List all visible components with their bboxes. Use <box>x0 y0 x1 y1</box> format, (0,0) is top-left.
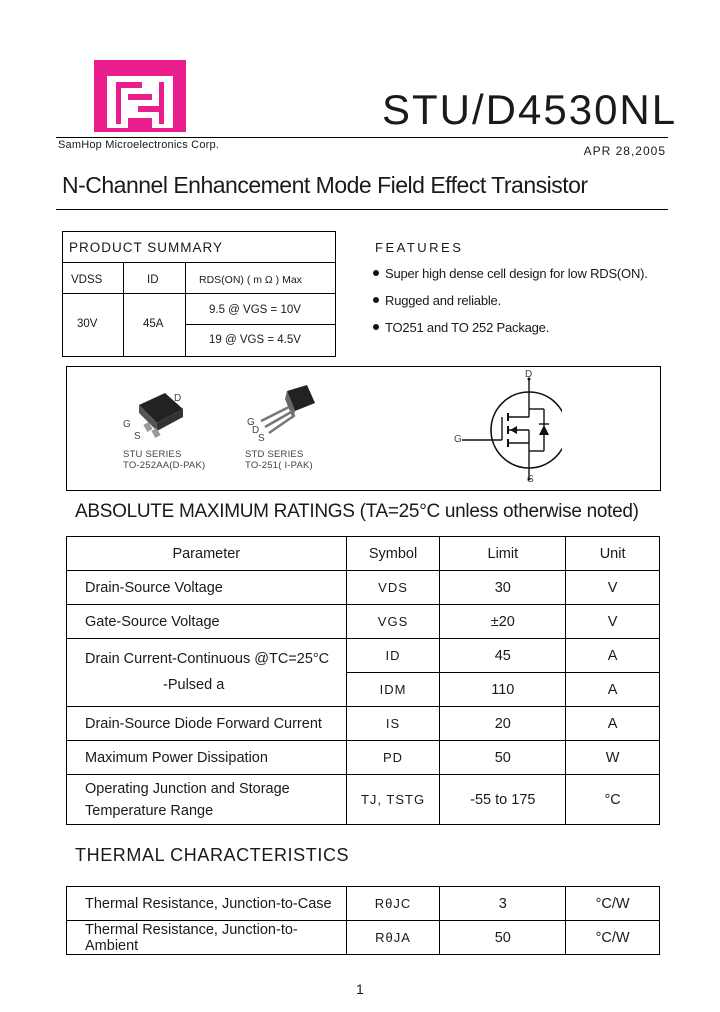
limit-cell: 50 <box>440 921 566 955</box>
unit-cell: °C <box>566 775 660 825</box>
rds-value-10v: 9.5 @ VGS = 10V <box>209 304 301 316</box>
unit-cell: A <box>566 639 660 673</box>
company-name: SamHop Microelectronics Corp. <box>58 139 220 151</box>
table-row <box>67 707 660 741</box>
row-divider <box>185 324 335 325</box>
feature-item <box>373 293 501 308</box>
product-summary-title: PRODUCT SUMMARY <box>69 240 224 255</box>
col-id: ID <box>147 274 159 286</box>
feature-item <box>373 320 549 335</box>
feature-item <box>373 266 648 281</box>
table-row <box>67 571 660 605</box>
limit-cell: 30 <box>440 571 566 605</box>
header-limit: Limit <box>440 537 566 571</box>
unit-cell: V <box>566 605 660 639</box>
param-cell: Maximum Power Dissipation <box>67 741 347 775</box>
symbol-cell: PD <box>346 741 440 775</box>
table-row <box>67 775 660 825</box>
header-unit: Unit <box>566 537 660 571</box>
dpak-pin-d: D <box>174 393 182 404</box>
company-logo <box>94 60 186 132</box>
title-rule <box>56 209 668 210</box>
header-rule <box>56 137 668 138</box>
ipak-pin-g: G <box>247 417 255 428</box>
vdss-value: 30V <box>77 318 98 330</box>
limit-cell: 110 <box>440 673 566 707</box>
product-summary-table <box>62 231 336 357</box>
symbol-cell: VGS <box>346 605 440 639</box>
ipak-pin-s: S <box>258 433 265 444</box>
col-divider <box>185 262 186 356</box>
param-cell: Gate-Source Voltage <box>67 605 347 639</box>
symbol-pin-d: D <box>525 369 533 380</box>
page-number: 1 <box>356 981 364 997</box>
row-divider <box>63 262 335 263</box>
features-title: FEATURES <box>375 240 464 255</box>
table-row <box>67 887 660 921</box>
unit-cell: °C/W <box>566 887 660 921</box>
param-line: Operating Junction and Storage <box>85 780 290 797</box>
limit-cell: 3 <box>440 887 566 921</box>
limit-cell: 45 <box>440 639 566 673</box>
table-row <box>67 673 660 707</box>
symbol-cell: TJ, TSTG <box>346 775 440 825</box>
param-cell: -Pulsed a <box>67 673 347 707</box>
bullet-icon <box>373 270 379 276</box>
limit-cell: 50 <box>440 741 566 775</box>
limit-cell: 20 <box>440 707 566 741</box>
package-diagram-box <box>66 366 661 491</box>
id-value: 45A <box>143 318 164 330</box>
param-cell: Thermal Resistance, Junction-to-Case <box>67 887 347 921</box>
feature-text: TO251 and TO 252 Package. <box>385 320 550 335</box>
table-row <box>67 921 660 955</box>
param-cell: Drain Current-Continuous @TC=25°C <box>67 639 347 673</box>
feature-text: Rugged and reliable. <box>385 293 501 308</box>
col-vdss: VDSS <box>71 274 103 286</box>
ipak-pin-d: D <box>252 425 260 436</box>
dpak-pin-s: S <box>134 431 141 442</box>
thermal-title: THERMAL CHARACTERISTICS <box>75 845 350 865</box>
unit-cell: A <box>566 673 660 707</box>
param-cell: Drain-Source Diode Forward Current <box>67 707 347 741</box>
mosfet-symbol-icon <box>462 367 562 487</box>
symbol-pin-s: S <box>527 474 534 485</box>
symbol-cell: VDS <box>346 571 440 605</box>
limit-cell: -55 to 175 <box>440 775 566 825</box>
part-number: STU/D4530NL <box>382 86 678 133</box>
stu-series-label: STU SERIES <box>123 449 182 460</box>
symbol-cell: IS <box>346 707 440 741</box>
bullet-icon <box>373 324 379 330</box>
thermal-table <box>66 886 660 955</box>
abs-max-title: ABSOLUTE MAXIMUM RATINGS (TA=25°C unless otherwise noted) <box>75 501 639 522</box>
rds-value-4p5v: 19 @ VGS = 4.5V <box>209 334 301 346</box>
unit-cell: °C/W <box>566 921 660 955</box>
symbol-cell: RθJC <box>346 887 440 921</box>
row-divider <box>63 293 335 294</box>
std-package-label: TO-251( I-PAK) <box>245 460 313 471</box>
dpak-pin-g: G <box>123 419 131 430</box>
symbol-cell: ID <box>346 639 440 673</box>
limit-cell: ±20 <box>440 605 566 639</box>
unit-cell: A <box>566 707 660 741</box>
symbol-cell: RθJA <box>346 921 440 955</box>
std-series-label: STD SERIES <box>245 449 304 460</box>
abs-max-table <box>66 536 660 825</box>
table-header-row <box>67 537 660 571</box>
document-date: APR 28,2005 <box>583 144 666 158</box>
table-row <box>67 605 660 639</box>
header-parameter: Parameter <box>67 537 347 571</box>
table-row <box>67 639 660 673</box>
header-symbol: Symbol <box>346 537 440 571</box>
param-cell: Thermal Resistance, Junction-to-Ambient <box>67 921 347 955</box>
param-cell: Drain-Source Voltage <box>67 571 347 605</box>
unit-cell: V <box>566 571 660 605</box>
table-row <box>67 741 660 775</box>
param-line: Temperature Range <box>85 802 214 819</box>
bullet-icon <box>373 297 379 303</box>
feature-text: Super high dense cell design for low RDS(ON). <box>385 266 648 281</box>
param-cell <box>67 775 347 825</box>
unit-cell: W <box>566 741 660 775</box>
col-rds: RDS(ON) ( m Ω ) Max <box>199 274 302 286</box>
symbol-cell: IDM <box>346 673 440 707</box>
document-title: N-Channel Enhancement Mode Field Effect Transistor <box>62 172 588 198</box>
symbol-pin-g: G <box>454 434 462 445</box>
stu-package-label: TO-252AA(D-PAK) <box>123 460 206 471</box>
col-divider <box>123 262 124 356</box>
